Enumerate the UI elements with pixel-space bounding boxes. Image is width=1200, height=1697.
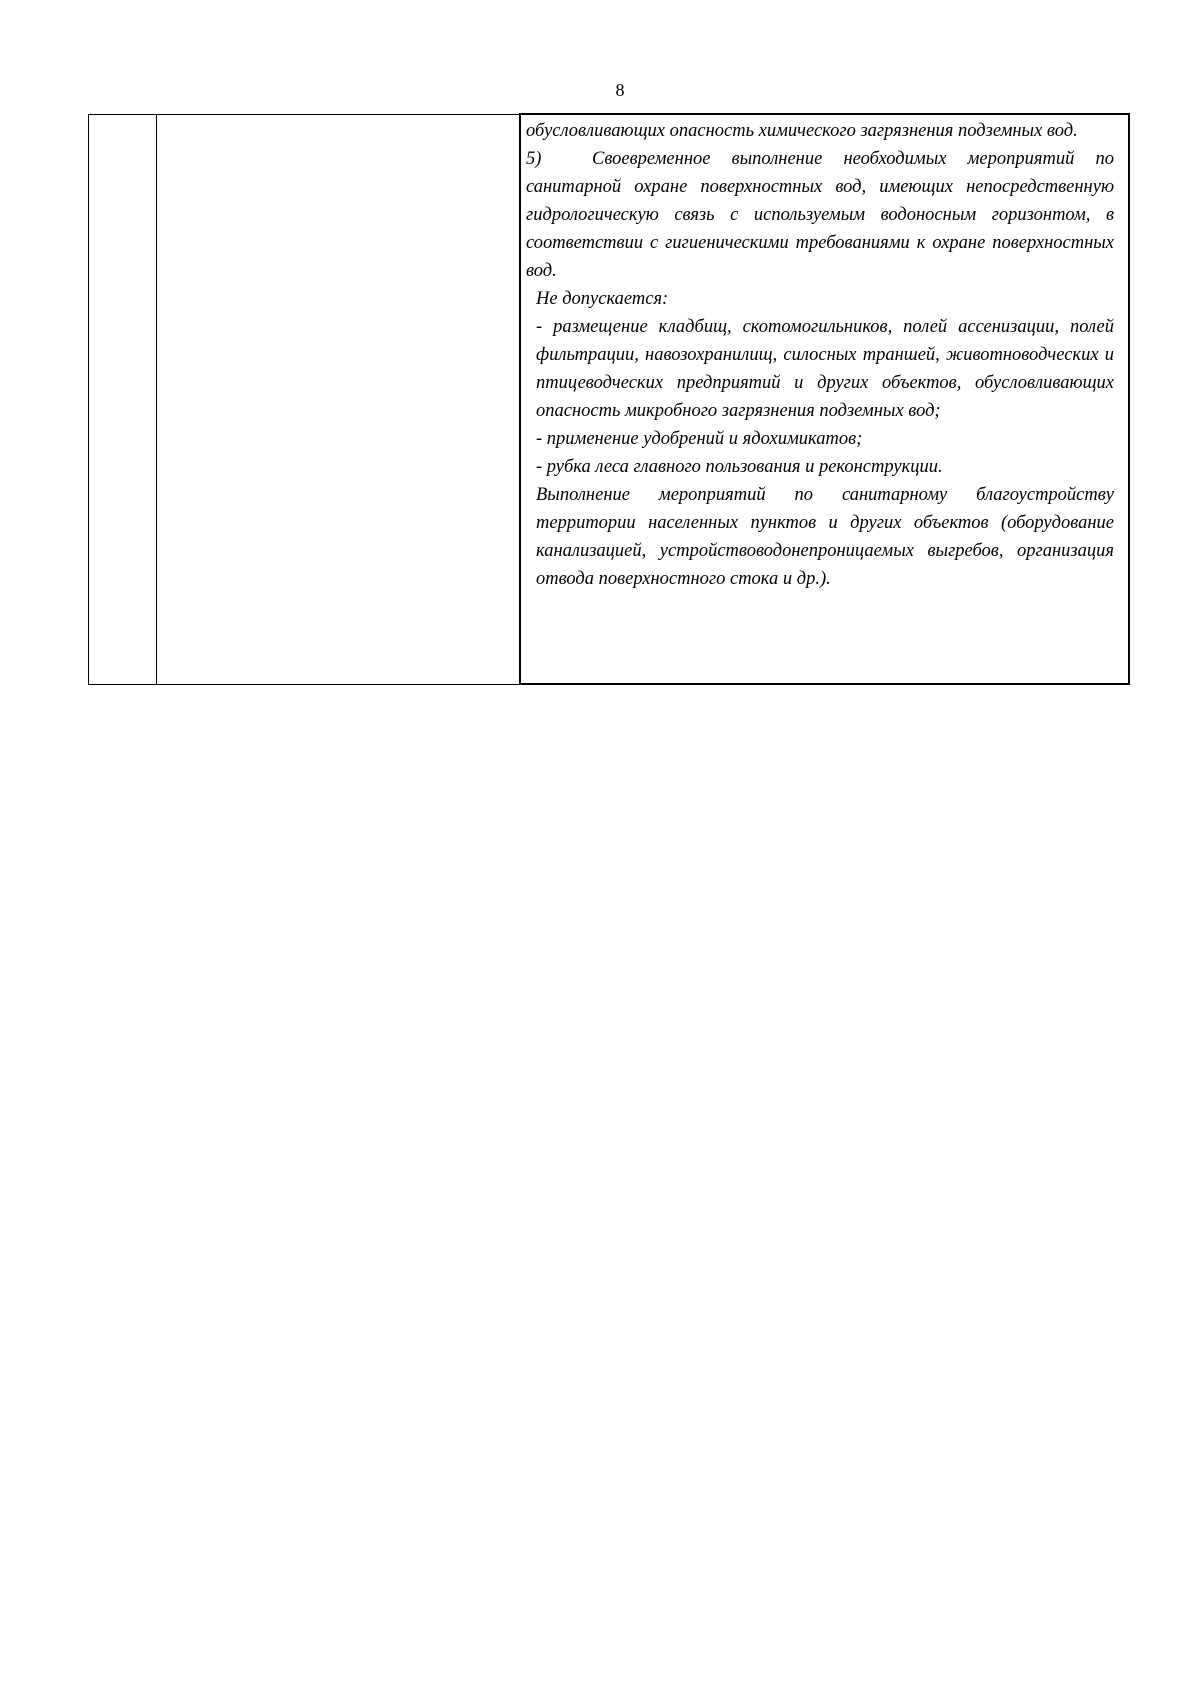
row-name-cell (157, 114, 521, 684)
paragraph-continuation: обусловливающих опасность химического загрязнения подземных вод. (526, 121, 1078, 141)
requirements-table (88, 113, 1130, 685)
paragraph-item-5-text: Своевременное выполнение необходимых мероприятий по санитарной охране поверхностных вод, имеющих непосредственную гидрологическую связь с используемым водоносным горизонтом, в соответствии с гигиеническими требованиями к охране поверхностных вод. (526, 149, 1114, 281)
table-row (89, 114, 1130, 684)
row-number-cell (89, 114, 157, 684)
list-number: 5) (526, 149, 542, 169)
page-number: 8 (615, 80, 625, 100)
row-text-cell (520, 114, 1129, 684)
paragraph-prohibition-placement: - размещение кладбищ, скотомогильников, полей ассенизации, полей фильтрации, навозохранилищ, силосных траншей, животноводческих и птицеводческих предприятий и других объектов, обусловливающих опасность микробного загрязнения подземных вод; (536, 317, 1114, 421)
paragraph-sanitation-measures: Выполнение мероприятий по санитарному благоустройству территории населенных пунктов и других объектов (оборудование канализацией, устройствоводонепроницаемых выгребов, организация отвода поверхностного стока и др.). (536, 485, 1114, 589)
paragraph-item-5 (526, 145, 1114, 285)
paragraph-prohibition-fertilizers: - применение удобрений и ядохимикатов; (536, 429, 863, 449)
paragraph-not-allowed-heading: Не допускается: (536, 289, 669, 309)
paragraph-prohibition-logging: - рубка леса главного пользования и реконструкции. (536, 457, 943, 477)
